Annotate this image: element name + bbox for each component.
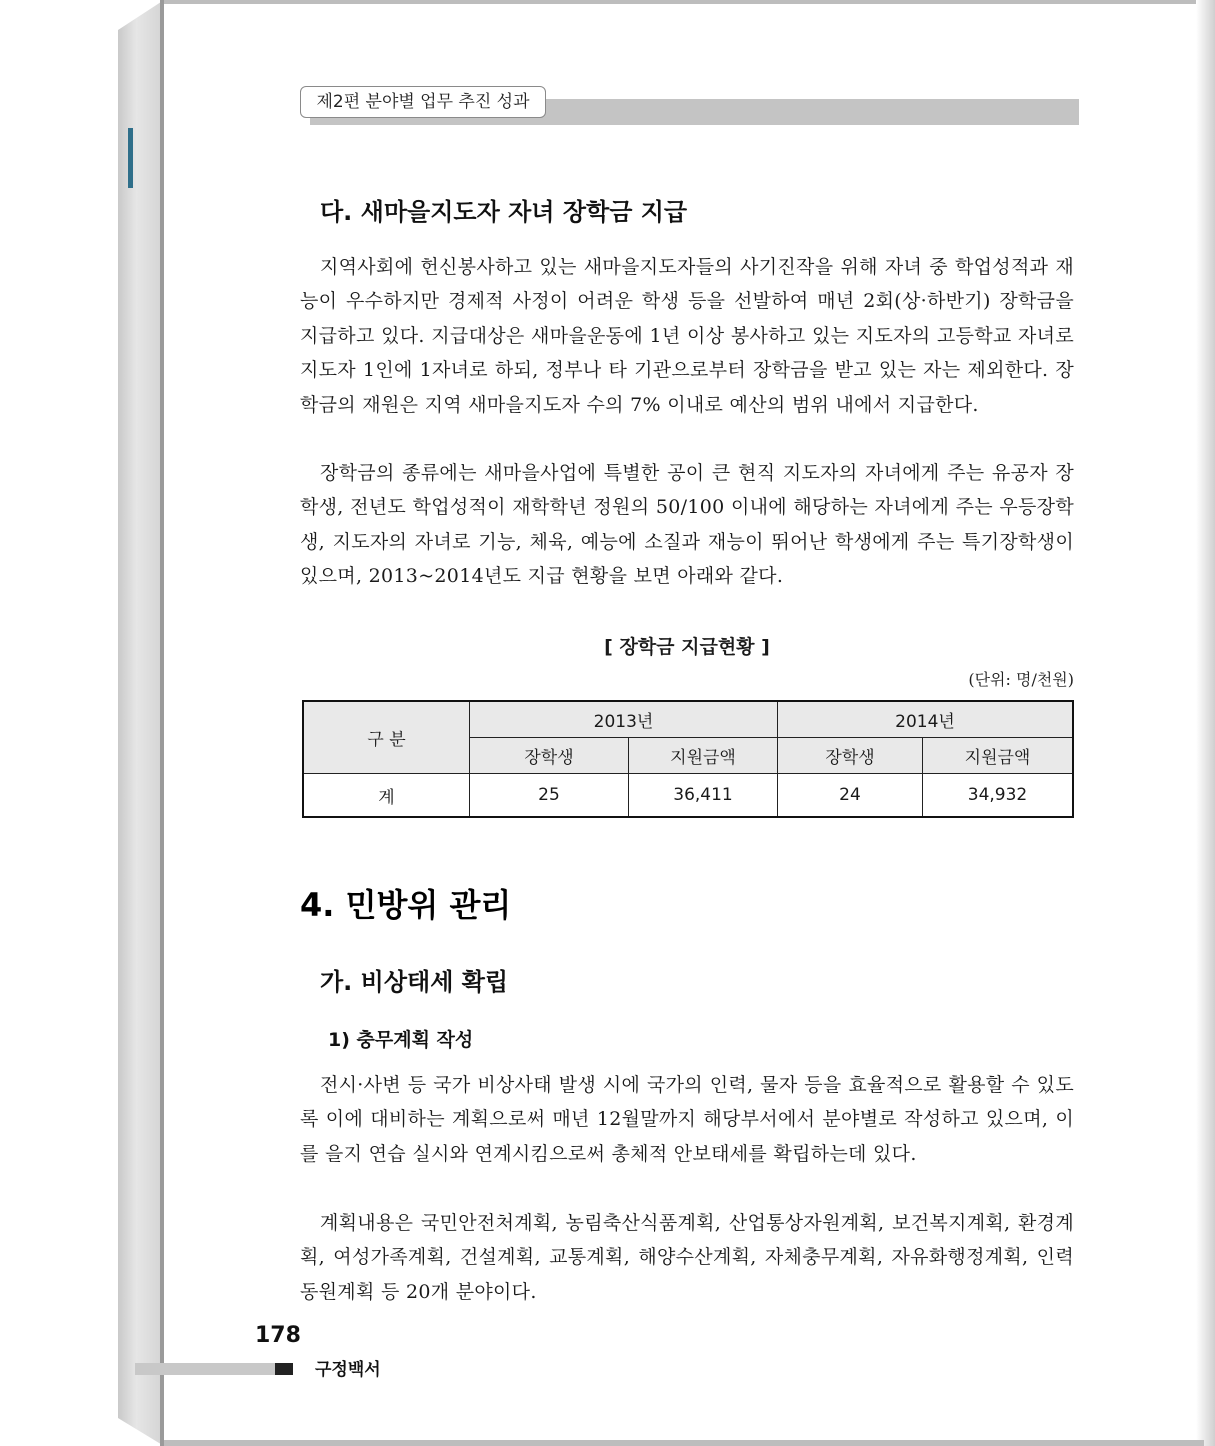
table-row [303,774,1073,818]
footer-bar-mark [275,1363,293,1375]
header-category: 구 분 [303,701,470,774]
subheader-2014-amount: 지원금액 [923,738,1074,774]
table-caption: [ 장학금 지급현황 ] [604,636,770,658]
header-year-2013: 2013년 [470,701,778,738]
subsection-title-chungmu: 1) 충무계획 작성 [328,1029,474,1051]
subheader-2014-students: 장학생 [778,738,923,774]
spine-edge [160,0,164,1446]
book-spine [118,0,164,1446]
section-title-emergency: 가. 비상태세 확립 [320,968,509,996]
section-title-scholarship: 다. 새마을지도자 자녀 장학금 지급 [320,198,688,226]
page-bottom-edge [164,1440,1204,1446]
page-top-edge [164,0,1204,4]
page-number: 178 [255,1323,301,1348]
page-right-shadow [1196,0,1215,1446]
table-header-row [303,701,1073,738]
scholarship-paragraph-1: 지역사회에 헌신봉사하고 있는 새마을지도자들의 사기진작을 위해 자녀 중 학업성적과 재능이 우수하지만 경제적 사정이 어려운 학생 등을 선발하여 매년 2회(상·하반기) 장학금을 지급하고 있다. 지급대상은 새마을운동에 1년 이상 봉사하고 있는 지도자의 고등학교 자녀로 지도자 1인에 1자녀로 하되, 정부나 타 기관으로부터 장학금을 받고 있는 자는 제외한다. 장학금의 재원은 지역 새마을지도자 수의 7% 이내로 예산의 범위 내에서 지급한다. [300,256,1074,416]
spine-bookmark [128,128,133,188]
row-label-total: 계 [303,774,470,818]
header-year-2014: 2014년 [778,701,1074,738]
chungmu-paragraph-1: 전시·사변 등 국가 비상사태 발생 시에 국가의 인력, 물자 등을 효율적으로 활용할 수 있도록 이에 대비하는 계획으로써 매년 12월말까지 해당부서에서 분야별로 작성하고 있으며, 이를 을지 연습 실시와 연계시킴으로써 총체적 안보태세를 확립하는데 있다. [300,1074,1074,1165]
table-unit: (단위: 명/천원) [968,670,1074,689]
cell-2013-amount: 36,411 [629,774,778,818]
chungmu-paragraph-2: 계획내용은 국민안전처계획, 농림축산식품계획, 산업통상자원계획, 보건복지계획, 환경계획, 여성가족계획, 건설계획, 교통계획, 해양수산계획, 자체충무계획, 자유화행정계획, 인력동원계획 등 20개 분야이다. [300,1212,1074,1303]
cell-2014-amount: 34,932 [923,774,1074,818]
cell-2014-students: 24 [778,774,923,818]
scholarship-paragraph-2: 장학금의 종류에는 새마을사업에 특별한 공이 큰 현직 지도자의 자녀에게 주는 유공자 장학생, 전년도 학업성적이 재학학년 정원의 50/100 이내에 해당하는 자녀에게 주는 우등장학생, 지도자의 자녀로 기능, 체육, 예능에 소질과 재능이 뛰어난 학생에게 주는 특기장학생이 있으며, 2013~2014년도 지급 현황을 보면 아래와 같다. [300,462,1074,588]
scholarship-table [302,700,1074,818]
section-title-civil-defense: 4. 민방위 관리 [300,886,512,924]
cell-2013-students: 25 [470,774,629,818]
book-title: 구정백서 [315,1360,381,1380]
footer-bar [135,1363,275,1375]
subheader-2013-students: 장학생 [470,738,629,774]
chapter-header: 제2편 분야별 업무 추진 성과 [300,86,546,118]
subheader-2013-amount: 지원금액 [629,738,778,774]
